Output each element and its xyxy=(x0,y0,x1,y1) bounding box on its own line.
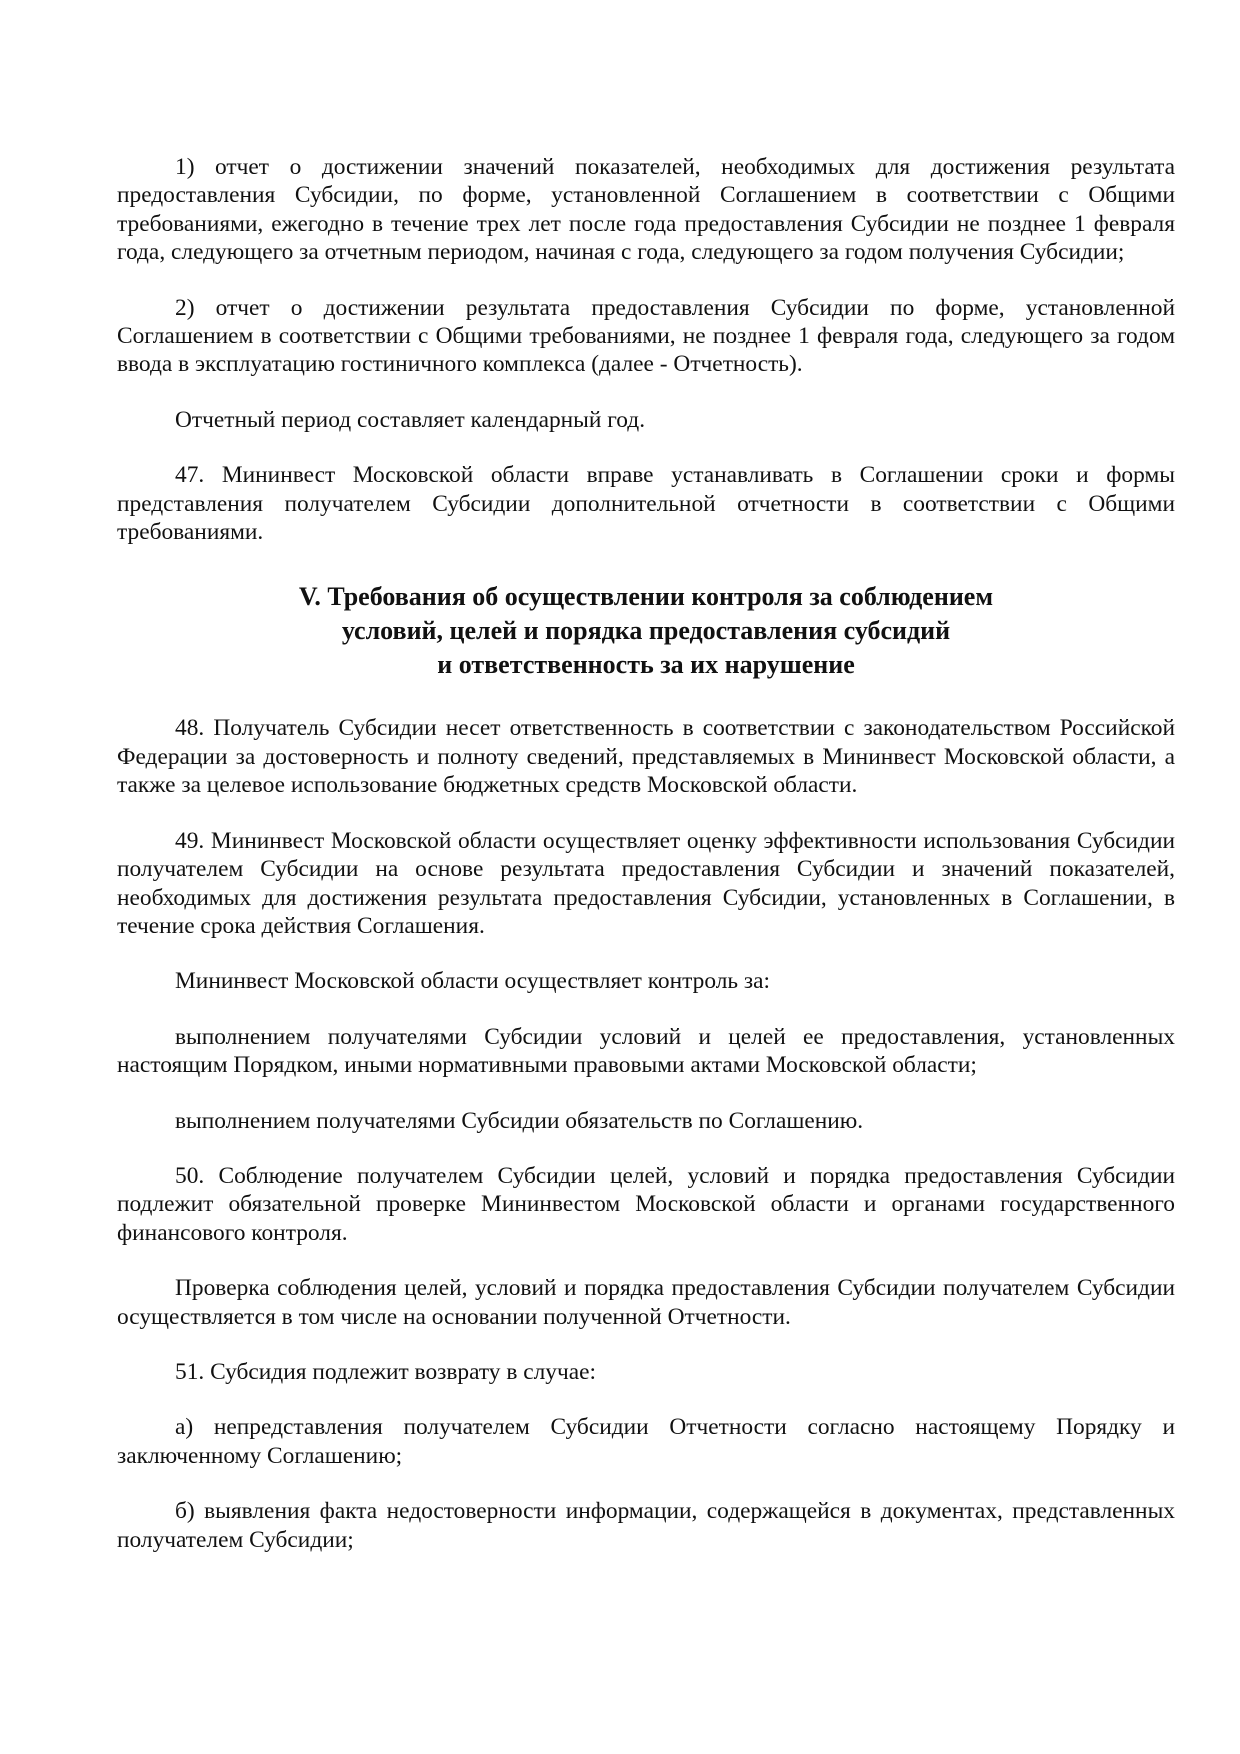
paragraph-report-1: 1) отчет о достижении значений показателей, необходимых для достижения результата предоставления Субсидии, по форме, установленной Соглашением в соответствии с Общими требованиями, ежегодно в течение трех лет после года предоставления Субсидии не позднее 1 февраля года, следующего за отчетным периодом, начиная с года, следующего за годом получения Субсидии; xyxy=(117,154,1175,266)
heading-line-2: условий, целей и порядка предоставления субсидий xyxy=(341,616,951,646)
paragraph-51: 51. Субсидия подлежит возврату в случае: xyxy=(175,1358,597,1385)
paragraph-verification: Проверка соблюдения целей, условий и порядка предоставления Субсидии получателем Субсидии осуществляется в том числе на основании полученной Отчетности. xyxy=(117,1275,1175,1330)
paragraph-control-conditions: выполнением получателями Субсидии условий и целей ее предоставления, установленных настоящим Порядком, иными нормативными правовыми актами Московской области; xyxy=(117,1023,1175,1079)
paragraph-reporting-period: Отчетный период составляет календарный год. xyxy=(175,406,646,433)
paragraph-51-a: а) непредставления получателем Субсидии Отчетности согласно настоящему Порядку и заключенному Соглашению; xyxy=(117,1414,1175,1469)
paragraph-48: 48. Получатель Субсидии несет ответственность в соответствии с законодательством Российской Федерации за достоверность и полноту сведений, представляемых в Мининвест Московской области, а также за целевое использование бюджетных средств Московской области. xyxy=(117,715,1175,799)
heading-line-1: V. Требования об осуществлении контроля за соблюдением xyxy=(298,582,994,612)
paragraph-49: 49. Мининвест Московской области осуществляет оценку эффективности использования Субсидии получателем Субсидии на основе результата предоставления Субсидии и значений показателей, необходимых для достижения результата предоставления Субсидии, установленных в Соглашении, в течение срока действия Соглашения. xyxy=(117,827,1175,939)
heading-line-3: и ответственность за их нарушение xyxy=(437,650,855,680)
document-page xyxy=(117,153,1175,1581)
paragraph-47: 47. Мининвест Московской области вправе устанавливать в Соглашении сроки и формы представления получателем Субсидии дополнительной отчетности в соответствии с Общими требованиями. xyxy=(117,462,1175,546)
paragraph-control-intro: Мининвест Московской области осуществляет контроль за: xyxy=(175,968,771,995)
section-heading xyxy=(117,580,1175,682)
paragraph-51-b: б) выявления факта недостоверности информации, содержащейся в документах, представленных получателем Субсидии; xyxy=(117,1498,1175,1553)
paragraph-control-obligations: выполнением получателями Субсидии обязательств по Соглашению. xyxy=(175,1107,864,1134)
paragraph-50: 50. Соблюдение получателем Субсидии целей, условий и порядка предоставления Субсидии подлежит обязательной проверке Мининвестом Московской области и органами государственного финансового контроля. xyxy=(117,1162,1175,1246)
paragraph-report-2: 2) отчет о достижении результата предоставления Субсидии по форме, установленной Соглашением в соответствии с Общими требованиями, не позднее 1 февраля года, следующего за годом ввода в эксплуатацию гостиничного комплекса (далее - Отчетность). xyxy=(117,294,1175,378)
